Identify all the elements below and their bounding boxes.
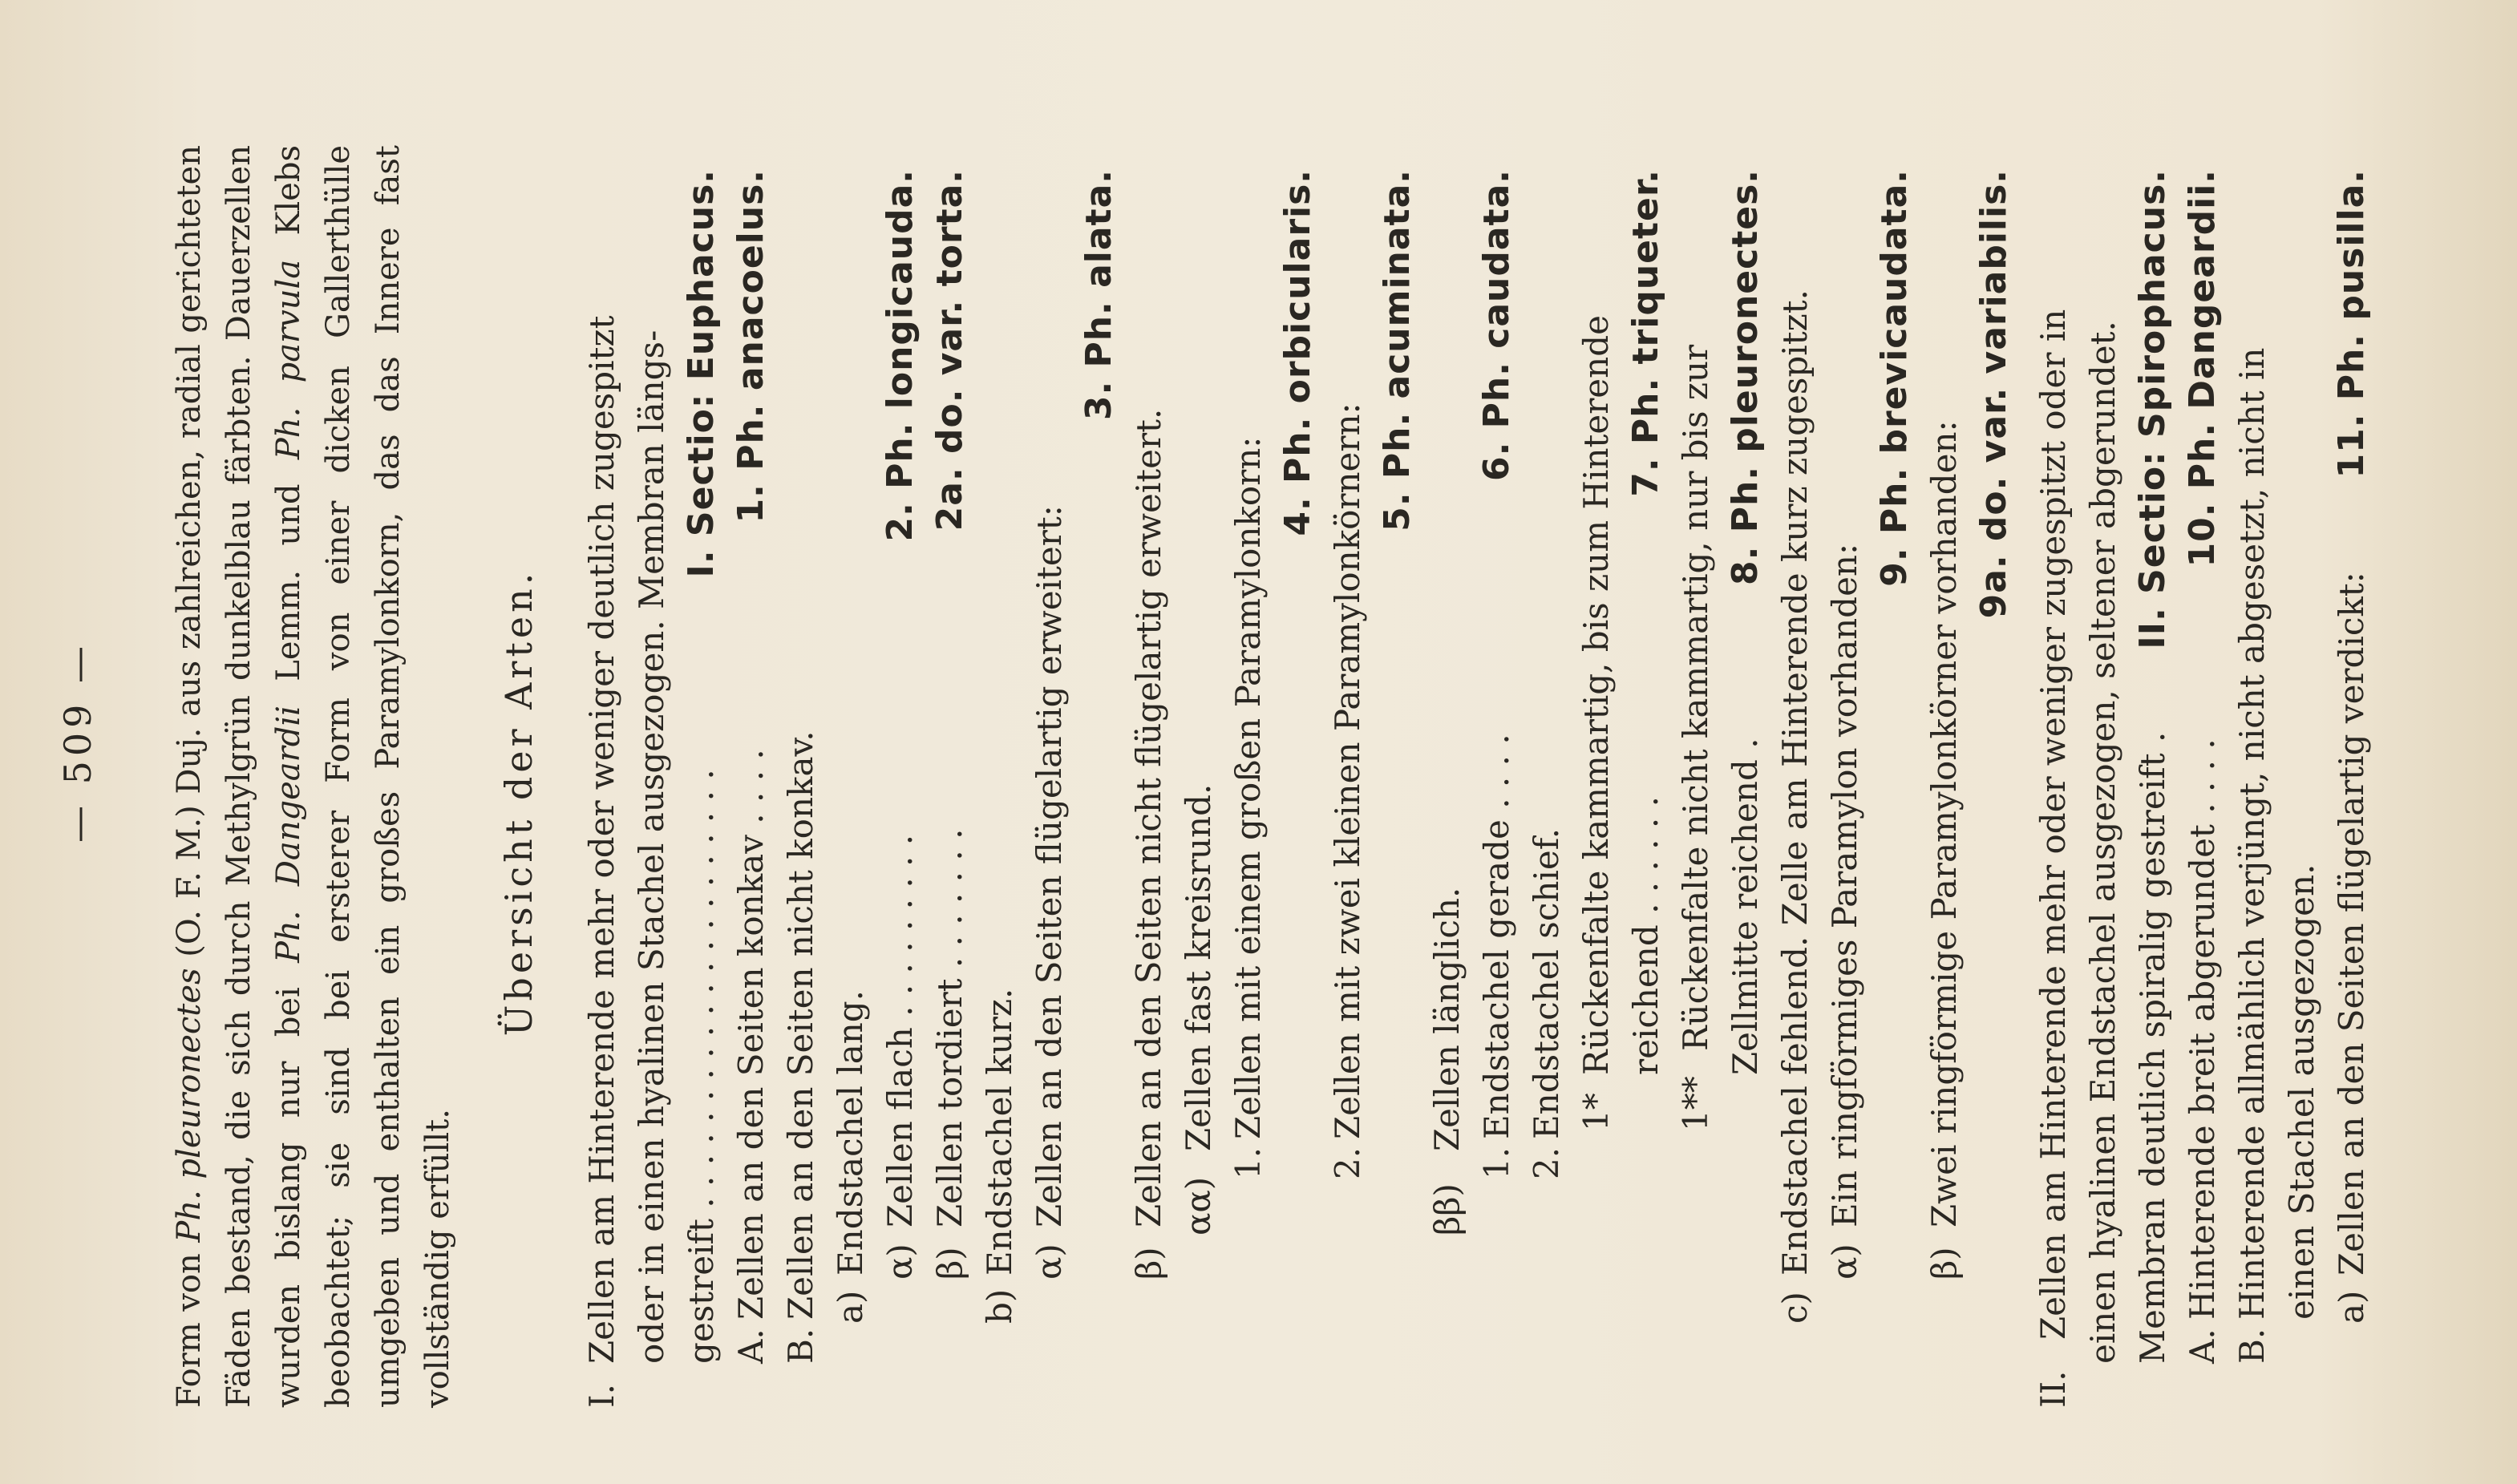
key-line-text: Zellen flach . . . . . . . . . — [880, 834, 920, 1227]
key-line-label: α) — [880, 1243, 920, 1280]
key-line-text: Endstachel gerade . . . . — [1477, 734, 1516, 1139]
species-name: I. Sectio: Euphacus. — [681, 169, 722, 578]
key-line-label: B. — [2232, 1328, 2272, 1364]
key-line-text: Zellen mit einem großen Paramylonkorn: — [1228, 436, 1268, 1139]
key-line-text: Endstachel schief. — [1527, 827, 1566, 1139]
key-line-text: Zellen an den Seiten nicht flügelartig erweitert. — [1129, 408, 1168, 1227]
key-line-text: Zellen fast kreisrund. — [1179, 783, 1218, 1151]
species-name: 9a. do. var. variabilis. — [1973, 169, 2014, 619]
key-line-text: Zellen tordiert . . . . . . . — [930, 828, 969, 1227]
species-name: 3. Ph. alata. — [1078, 169, 1119, 421]
key-line-label: α) — [1825, 1243, 1864, 1280]
key-line-text: Zellen an den Seiten flügelartig erweitert: — [1030, 505, 1069, 1227]
key-line-label: 1** — [1676, 1076, 1715, 1131]
key-line-text: Zellen an den Seiten nicht konkav. — [781, 730, 820, 1320]
key-line-label: 2. — [1527, 1146, 1566, 1179]
species-name: 7. Ph. triqueter. — [1625, 169, 1666, 497]
key-line-label: a) — [831, 1290, 870, 1324]
species-name-dangeardii: Ph. Dangeardii — [270, 706, 307, 963]
species-name: 9. Ph. brevicaudata. — [1874, 169, 1915, 587]
key-line-label: αα) — [1179, 1176, 1218, 1235]
key-line-text: Endstachel fehlend. Zelle am Hinterende kurz zugespitzt. — [1775, 289, 1815, 1276]
key-line-text: gestreift . . . . . . . . . . . . . . . . . . . . . — [682, 769, 721, 1364]
key-line-label: a) — [2332, 1290, 2371, 1324]
key-line-label: 1* — [1576, 1093, 1616, 1131]
key-line-text: einen Stachel ausgezogen. — [2282, 863, 2321, 1320]
key-line-text: Hinterende breit abgerundet . . . . — [2183, 738, 2222, 1320]
key-line-text: Zellen am Hinterende mehr oder weniger zugespitzt oder in — [2033, 309, 2073, 1340]
key-line-label: β) — [1129, 1247, 1168, 1280]
intro-text-3: Lemm. und — [270, 459, 307, 706]
key-line-text: Zellen mit zwei kleinen Paramylonkörnern: — [1328, 402, 1367, 1139]
species-name: 2a. do. var. torta. — [929, 169, 970, 532]
key-line-text: oder in einen hyalinen Stachel ausgezogen. Membran längs- — [632, 330, 671, 1364]
intro-text-1: Form von — [171, 1242, 208, 1408]
key-line-text: Zellmitte reichend . — [1726, 738, 1765, 1075]
key-line-label: B. — [781, 1328, 820, 1364]
key-line-text: Rückenfalte nicht kammartig, nur bis zur — [1676, 344, 1715, 1051]
species-name-pleuronectes: Ph. pleuronectes — [171, 968, 208, 1243]
key-line-label: β) — [930, 1247, 969, 1280]
species-name: 4. Ph. orbicularis. — [1277, 169, 1318, 536]
key-line-label: 2. — [1328, 1146, 1367, 1179]
key-line-text: Zwei ringförmige Paramylonkörner vorhanden: — [1924, 420, 1964, 1227]
key-line-label: c) — [1775, 1292, 1815, 1324]
species-name: 6. Ph. caudata. — [1476, 169, 1517, 481]
key-line-label: A. — [2183, 1328, 2222, 1364]
key-line-text: Rückenfalte kammartig, bis zum Hinterende — [1576, 315, 1616, 1075]
key-line-label: 1. — [1477, 1146, 1516, 1179]
key-line-label: A. — [731, 1328, 771, 1364]
key-line-text: Endstachel lang. — [831, 989, 870, 1276]
key-line-label: II. — [2033, 1370, 2073, 1408]
species-name: 1. Ph. anacoelus. — [730, 169, 771, 524]
intro-paragraph — [164, 145, 463, 1408]
page-number: — 509 — — [56, 641, 99, 843]
key-line-label: b) — [980, 1288, 1019, 1324]
species-name: 2. Ph. longicauda. — [880, 169, 921, 542]
key-line-label: 1. — [1228, 1146, 1268, 1179]
key-line-label: β) — [1924, 1247, 1964, 1280]
intro-text-2: (O. F. M.) Duj. aus zahlreichen, radial gerichteten Fäden bestand, die sich durch Methylgrün dunkelblau färbten. Dauerzellen wurden bislang nur bei — [171, 145, 307, 1408]
section-title: Übersicht der Arten. — [497, 568, 540, 1037]
key-line-text: reichend . . . . . . — [1626, 796, 1665, 1075]
species-name: 5. Ph. acuminata. — [1377, 169, 1418, 532]
key-line-text: Zellen länglich. — [1427, 887, 1467, 1151]
key-line-label: I. — [582, 1384, 621, 1408]
species-name: 11. Ph. pusilla. — [2331, 169, 2372, 479]
species-name: II. Sectio: Spirophacus. — [2132, 169, 2173, 649]
key-line-label: α) — [1030, 1243, 1069, 1280]
key-line-text: Hinterende allmählich verjüngt, nicht abgesetzt, nicht in — [2232, 347, 2272, 1320]
key-line-text: Endstachel kurz. — [980, 988, 1019, 1276]
species-name: 8. Ph. pleuronectes. — [1725, 169, 1766, 585]
key-line-text: Zellen an den Seiten konkav . . . . — [731, 749, 771, 1320]
species-name: 10. Ph. Dangeardii. — [2182, 169, 2223, 568]
key-line-text: Ein ringförmiges Paramylon vorhanden: — [1825, 543, 1864, 1227]
key-line-text: Zellen an den Seiten flügelartig verdickt: — [2332, 572, 2371, 1276]
intro-text-4: Klebs beobachtet; sie sind bei ersterer Form von einer dicken Gallerthülle umgeben und enthalten ein großes Paramylonkorn, das das Innere fast vollständig erfüllt. — [270, 145, 456, 1408]
key-line-text: Zellen am Hinterende mehr oder weniger deutlich zugespitzt — [582, 315, 621, 1364]
key-line-text: einen hyalinen Endstachel ausgezogen, seltener abgerundet. — [2083, 321, 2122, 1364]
species-name-parvula: Ph. parvula — [270, 259, 307, 460]
key-line-label: ββ) — [1427, 1183, 1467, 1235]
key-line-text: Membran deutlich spiralig gestreift . — [2133, 731, 2172, 1364]
